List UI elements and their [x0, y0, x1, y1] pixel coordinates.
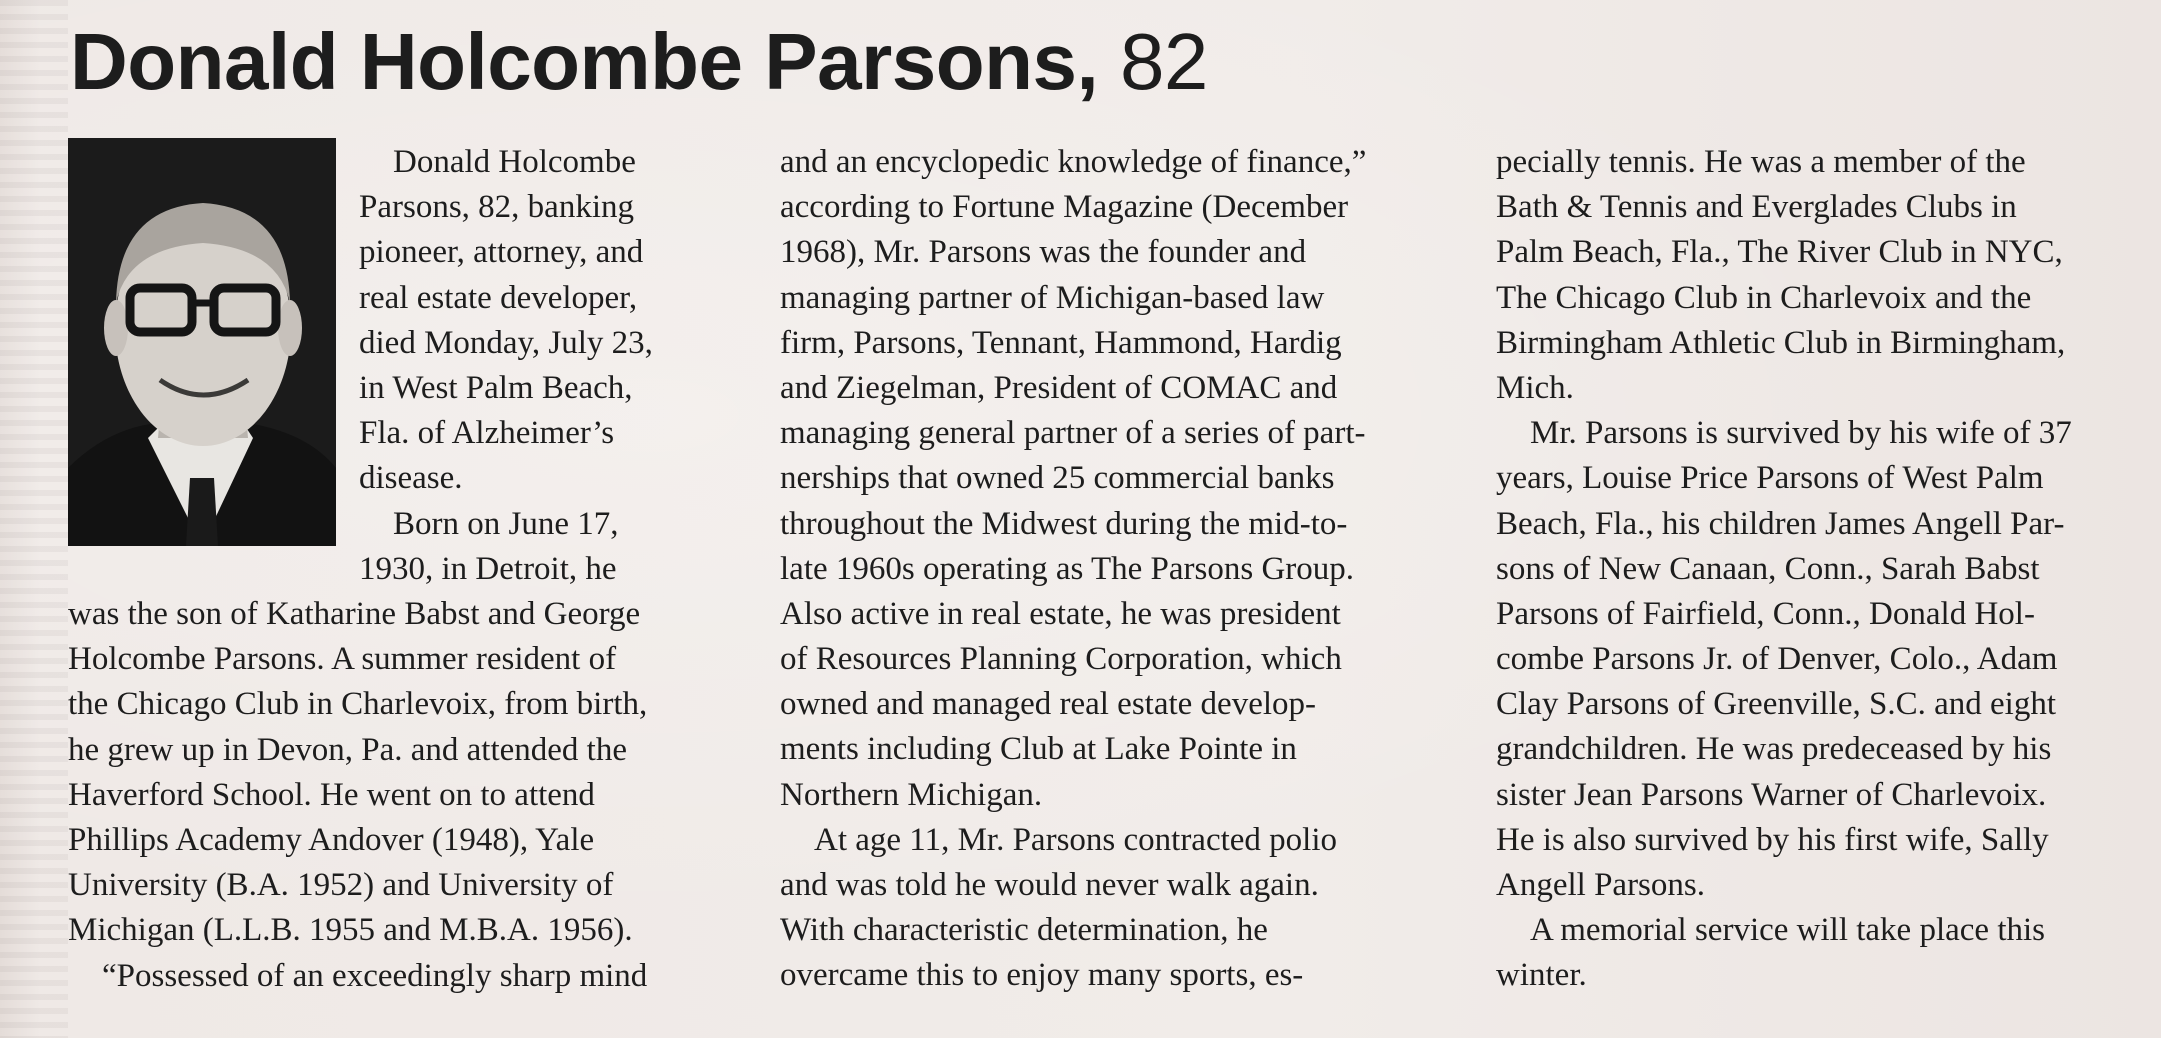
text-line: pioneer, attorney, and [359, 234, 644, 271]
text-line: owned and managed real estate develop- [780, 686, 1317, 723]
text-line: disease. [359, 460, 463, 497]
obituary-headline [70, 14, 1208, 110]
text-line: Haverford School. He went on to attend [68, 776, 595, 813]
portrait-photo [68, 138, 336, 546]
text-line: winter. [1496, 957, 1587, 994]
text-line: A memorial service will take place this [1530, 912, 2045, 949]
column-3 [1496, 140, 2072, 999]
text-line: nerships that owned 25 commercial banks [780, 460, 1335, 497]
text-line: the Chicago Club in Charlevoix, from birth, [68, 686, 648, 723]
column-1-beside-photo [359, 140, 653, 592]
text-line: Fla. of Alzheimer’s [359, 415, 615, 452]
text-line: Mr. Parsons is survived by his wife of 37 [1530, 415, 2072, 452]
text-line: Clay Parsons of Greenville, S.C. and eight [1496, 686, 2057, 723]
text-line: according to Fortune Magazine (December [780, 189, 1349, 226]
text-line: overcame this to enjoy many sports, es- [780, 957, 1304, 994]
text-line: Birmingham Athletic Club in Birmingham, [1496, 324, 2066, 361]
text-line: managing general partner of a series of part- [780, 415, 1366, 452]
text-line: and was told he would never walk again. [780, 867, 1319, 903]
portrait-image [68, 138, 336, 546]
text-line: and an encyclopedic knowledge of finance,” [780, 144, 1367, 180]
headline-name: Donald Holcombe Parsons, [70, 17, 1099, 106]
text-line: Angell Parsons. [1496, 867, 1705, 903]
text-line: of Resources Planning Corporation, which [780, 641, 1342, 678]
text-line: died Monday, July 23, [359, 324, 653, 361]
text-line: Palm Beach, Fla., The River Club in NYC, [1496, 234, 2063, 271]
text-line: Born on June 17, [393, 505, 619, 542]
text-line: ments including Club at Lake Pointe in [780, 731, 1297, 768]
torn-edge [0, 0, 68, 1038]
text-line: Phillips Academy Andover (1948), Yale [68, 821, 595, 858]
text-line: years, Louise Price Parsons of West Palm [1496, 460, 2044, 497]
text-line: he grew up in Devon, Pa. and attended the [68, 731, 628, 768]
text-line: Parsons of Fairfield, Conn., Donald Hol- [1496, 595, 2035, 632]
text-line: At age 11, Mr. Parsons contracted polio [814, 821, 1338, 858]
text-line: managing partner of Michigan-based law [780, 279, 1325, 316]
text-line: Northern Michigan. [780, 776, 1043, 813]
text-line: sons of New Canaan, Conn., Sarah Babst [1496, 550, 2040, 587]
text-line: The Chicago Club in Charlevoix and the [1496, 279, 2032, 316]
text-line: Donald Holcombe [393, 144, 636, 180]
text-line: throughout the Midwest during the mid-to- [780, 505, 1348, 542]
text-line: in West Palm Beach, [359, 369, 633, 406]
text-line: late 1960s operating as The Parsons Group. [780, 550, 1355, 587]
text-line: He is also survived by his first wife, Sally [1496, 821, 2049, 858]
text-line: real estate developer, [359, 279, 638, 316]
headline-age: 82 [1119, 17, 1208, 106]
text-line: and Ziegelman, President of COMAC and [780, 369, 1338, 406]
text-line: grandchildren. He was predeceased by his [1496, 731, 2052, 768]
text-line: With characteristic determination, he [780, 912, 1268, 949]
text-line: Parsons, 82, banking [359, 189, 634, 226]
text-line: Michigan (L.L.B. 1955 and M.B.A. 1956). [68, 912, 633, 949]
text-line: Bath & Tennis and Everglades Clubs in [1496, 189, 2017, 226]
text-line: Beach, Fla., his children James Angell Par- [1496, 505, 2065, 542]
text-line: firm, Parsons, Tennant, Hammond, Hardig [780, 324, 1342, 361]
column-1-below-photo [68, 592, 647, 999]
column-2 [780, 140, 1366, 999]
text-line: Holcombe Parsons. A summer resident of [68, 641, 617, 678]
text-line: University (B.A. 1952) and University of [68, 867, 614, 904]
text-line: 1968), Mr. Parsons was the founder and [780, 234, 1307, 271]
text-line: combe Parsons Jr. of Denver, Colo., Adam [1496, 641, 2058, 678]
text-line: “Possessed of an exceedingly sharp mind [102, 957, 648, 994]
text-line: sister Jean Parsons Warner of Charlevoix. [1496, 776, 2047, 813]
text-line: Also active in real estate, he was president [780, 595, 1341, 632]
text-line: was the son of Katharine Babst and George [68, 596, 641, 632]
text-line: Mich. [1496, 369, 1574, 406]
text-line: 1930, in Detroit, he [359, 550, 617, 587]
text-line: pecially tennis. He was a member of the [1496, 144, 2026, 180]
